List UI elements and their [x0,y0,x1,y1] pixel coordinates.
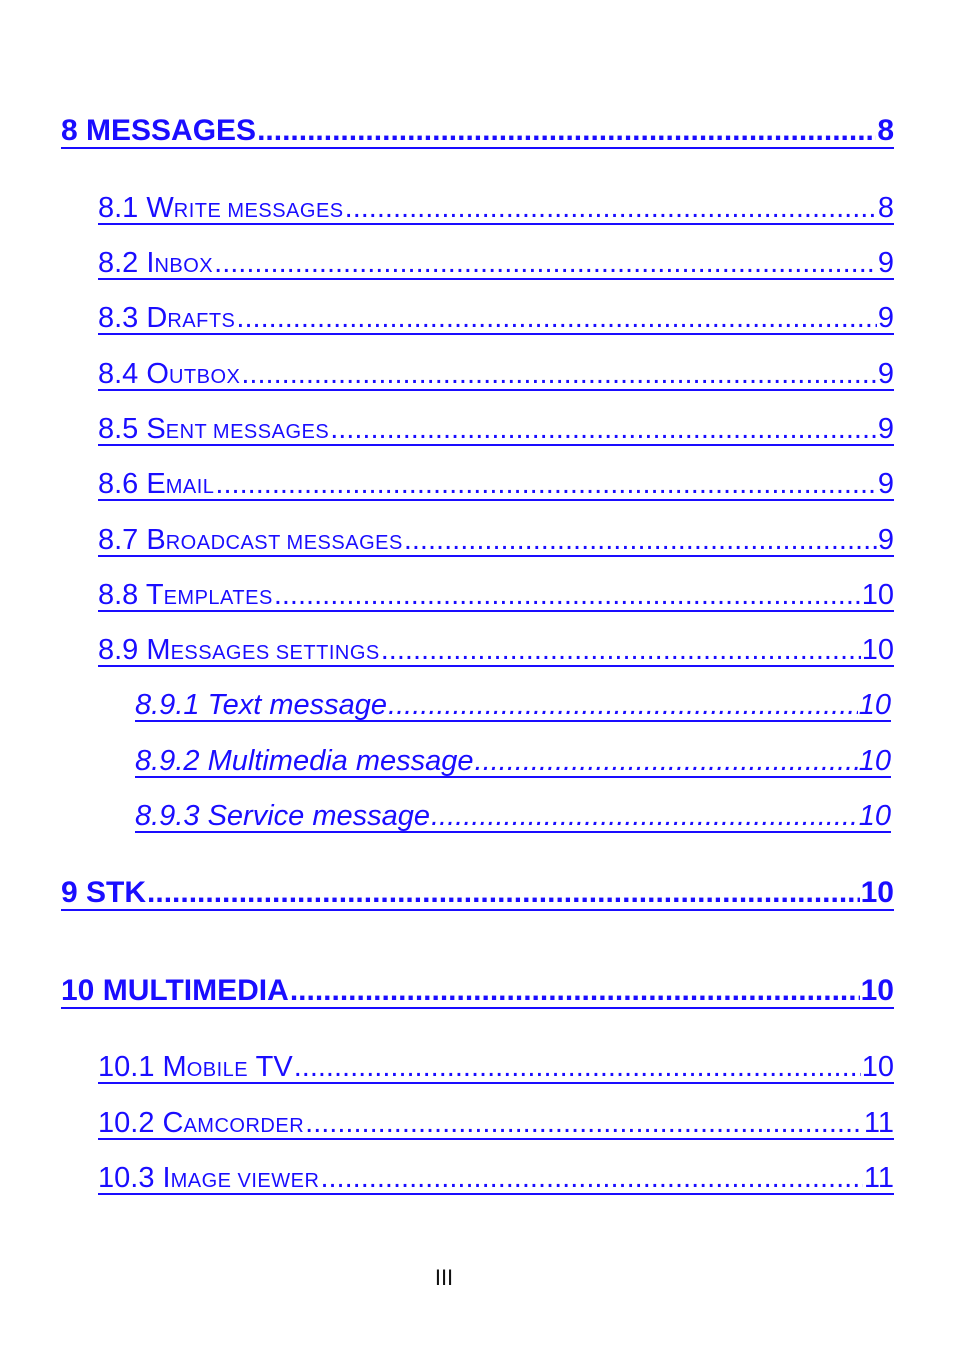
toc-title-initial: M [146,635,171,666]
toc-title-initial: C [162,1108,184,1139]
dot-leader [320,1163,862,1193]
toc-number: 8.6 [98,469,139,500]
dot-leader [257,115,876,147]
toc-number: 8.3 [98,303,139,334]
toc-number: 8.5 [98,414,139,445]
toc-number: 8.1 [98,193,139,224]
toc-title: STK [86,877,147,909]
dot-leader [241,359,877,389]
toc-title-initial: T [145,580,164,611]
toc-number: 8.9 [98,635,139,666]
toc-title: MULTIMEDIA [102,975,289,1007]
toc-entry-8-1-write-messages[interactable] [98,193,894,225]
dot-leader [294,1052,861,1082]
toc-number: 10.1 [98,1052,155,1083]
toc-entry-8-8-templates[interactable] [98,580,894,612]
toc-entry-8-6-email[interactable] [98,469,894,501]
toc-title-rest: RITE MESSAGES [173,200,344,222]
toc-entry-8-9-messages-settings[interactable] [98,635,894,667]
toc-title-rest: EMPLATES [163,587,273,609]
toc-title-rest: OBILE [186,1059,249,1081]
dot-leader [431,801,858,831]
toc-page: 10 [858,690,891,721]
dot-leader [214,248,877,278]
toc-number: 8.2 [98,248,139,279]
toc-number: 9 [61,877,78,909]
dot-leader [330,414,877,444]
dot-leader [345,193,877,223]
dot-leader [381,635,861,665]
toc-entry-10-1-mobile-tv[interactable] [98,1052,894,1084]
toc-number: 10.3 [98,1163,155,1194]
toc-title-rest: RAFTS [167,310,236,332]
toc-entry-8-2-inbox[interactable] [98,248,894,280]
toc-page: 9 [877,359,894,390]
dot-leader [290,975,860,1007]
dot-leader [388,690,858,720]
toc-entry-8-9-1-text-message[interactable] [135,690,891,722]
toc-page: 8 [877,115,894,147]
toc-page: 8 [877,193,894,224]
toc-page: 10 [860,975,894,1007]
toc-title-initial: I [146,248,155,279]
toc-number: 8.9.3 [135,801,200,832]
toc-page: 10 [858,801,891,832]
toc-number: 8.9.1 [135,690,200,721]
toc-title-initial: M [162,1052,187,1083]
toc-title-initial: B [146,525,166,556]
toc-title: MESSAGES [86,115,257,147]
toc-title-initial: E [146,469,166,500]
dot-leader [274,580,861,610]
toc-title-rest: ENT MESSAGES [165,421,330,443]
dot-leader [305,1108,863,1138]
toc-title-initial: O [146,359,169,390]
toc-entry-10-2-camcorder[interactable] [98,1108,894,1140]
toc-number: 8 [61,115,78,147]
toc-page: 9 [877,248,894,279]
toc-title-initial: W [146,193,174,224]
toc-page: 9 [877,303,894,334]
toc-number: 8.7 [98,525,139,556]
toc-entry-8-9-3-service-message[interactable] [135,801,891,833]
toc-entry-8-messages[interactable] [61,115,894,149]
toc-title-rest: AMCORDER [183,1115,305,1137]
toc-title-rest: ROADCAST MESSAGES [165,532,403,554]
toc-page: 9 [877,414,894,445]
toc-page: 10 [861,635,894,666]
dot-leader [215,469,876,499]
toc-number: 8.4 [98,359,139,390]
toc-page: 11 [863,1163,894,1194]
dot-leader [236,303,876,333]
dot-leader [475,746,858,776]
toc-title-rest: MAGE VIEWER [170,1170,320,1192]
toc-entry-8-4-outbox[interactable] [98,359,894,391]
toc-number: 8.8 [98,580,139,611]
toc-title-initial: D [146,303,168,334]
toc-title-initial: I [162,1163,171,1194]
toc-entry-10-3-image-viewer[interactable] [98,1163,894,1195]
toc-page: 10 [861,580,894,611]
toc-title-rest: ESSAGES SETTINGS [170,642,380,664]
toc-page: 9 [877,525,894,556]
toc-entry-10-multimedia[interactable] [61,975,894,1009]
toc-number: 10.2 [98,1108,155,1139]
toc-title-rest: MAIL [165,476,215,498]
toc-entry-8-3-drafts[interactable] [98,303,894,335]
toc-title-rest: NBOX [154,255,214,277]
toc-number: 10 [61,975,95,1007]
toc-page: 10 [860,877,894,909]
toc-title-tail: TV [248,1052,293,1083]
dot-leader [404,525,877,555]
toc-entry-8-5-sent-messages[interactable] [98,414,894,446]
page-number: III [434,1265,454,1290]
toc-page: 10 [861,1052,894,1083]
toc-title: Multimedia message [207,746,474,777]
toc-entry-9-stk[interactable] [61,877,894,911]
toc-number: 8.9.2 [135,746,200,777]
toc-page: 9 [877,469,894,500]
toc-title: Text message [207,690,388,721]
toc-entry-8-7-broadcast-messages[interactable] [98,525,894,557]
toc-page: 11 [863,1108,894,1139]
toc-title-rest: UTBOX [168,366,241,388]
toc-title: Service message [207,801,430,832]
toc-entry-8-9-2-multimedia-message[interactable] [135,746,891,778]
dot-leader [147,877,860,909]
toc-title-initial: S [146,414,166,445]
toc-page: 10 [858,746,891,777]
